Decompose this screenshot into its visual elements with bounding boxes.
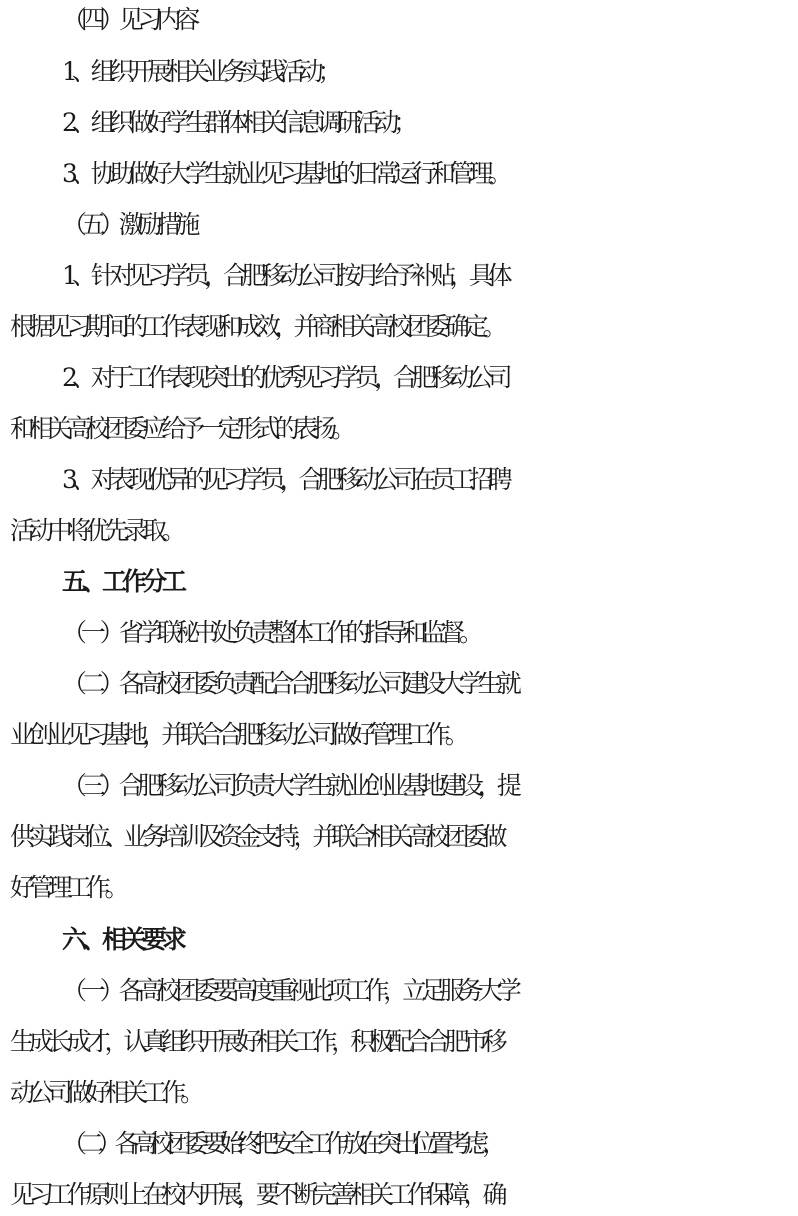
chapter-heading-5: 五、工作分工 <box>62 567 183 596</box>
paragraph-line: 3、协助做好大学生就业见习基地的日常运行和管理。 <box>62 159 507 188</box>
paragraph-line: 和相关高校团委应给予一定形式的表扬。 <box>10 414 351 443</box>
paragraph-line: 见习工作原则上在校内开展，要不断完善相关工作保障，确 <box>10 1180 502 1209</box>
paragraph-line: 生成长成才，认真组织开展好相关工作，积极配合合肥市移 <box>10 1027 502 1056</box>
paragraph-line: 1、针对见习学员，合肥移动公司按月给予补贴，具体 <box>62 261 507 290</box>
paragraph-line: 供实践岗位、业务培训及资金支持，并联合相关高校团委做 <box>10 822 502 851</box>
paragraph-line: 根据见习期间的工作表现和成效，并商相关高校团委确定。 <box>10 312 502 341</box>
section-heading-4: （四）见习内容 <box>62 5 195 34</box>
paragraph-line: 业创业见习基地，并联合合肥移动公司做好管理工作。 <box>10 720 464 749</box>
paragraph-line: （二）各高校团委负责配合合肥移动公司建设大学生就 <box>62 669 516 698</box>
paragraph-line: 2、组织做好学生群体相关信息调研活动； <box>62 108 413 137</box>
section-heading-5: （五）激励措施 <box>62 210 195 239</box>
paragraph-line: 1、组织开展相关业务实践活动； <box>62 57 337 86</box>
paragraph-line: （一）省学联秘书处负责整体工作的指导和监督。 <box>62 618 478 647</box>
paragraph-line: （三）合肥移动公司负责大学生就业创业基地建设，提 <box>62 771 516 800</box>
paragraph-line: 活动中将优先录取。 <box>10 516 181 545</box>
paragraph-line: 好管理工作。 <box>10 873 124 902</box>
paragraph-line: （二）各高校团委要始终把安全工作放在突出位置考虑， <box>62 1129 500 1158</box>
chapter-heading-6: 六、相关要求 <box>62 925 183 954</box>
paragraph-line: 3、对表现优异的见习学员，合肥移动公司在员工招聘 <box>62 465 507 494</box>
paragraph-line: 动公司做好相关工作。 <box>10 1078 200 1107</box>
paragraph-line: 2、对于工作表现突出的优秀见习学员，合肥移动公司 <box>62 363 507 392</box>
paragraph-line: （一）各高校团委要高度重视此项工作，立足服务大学 <box>62 976 516 1005</box>
